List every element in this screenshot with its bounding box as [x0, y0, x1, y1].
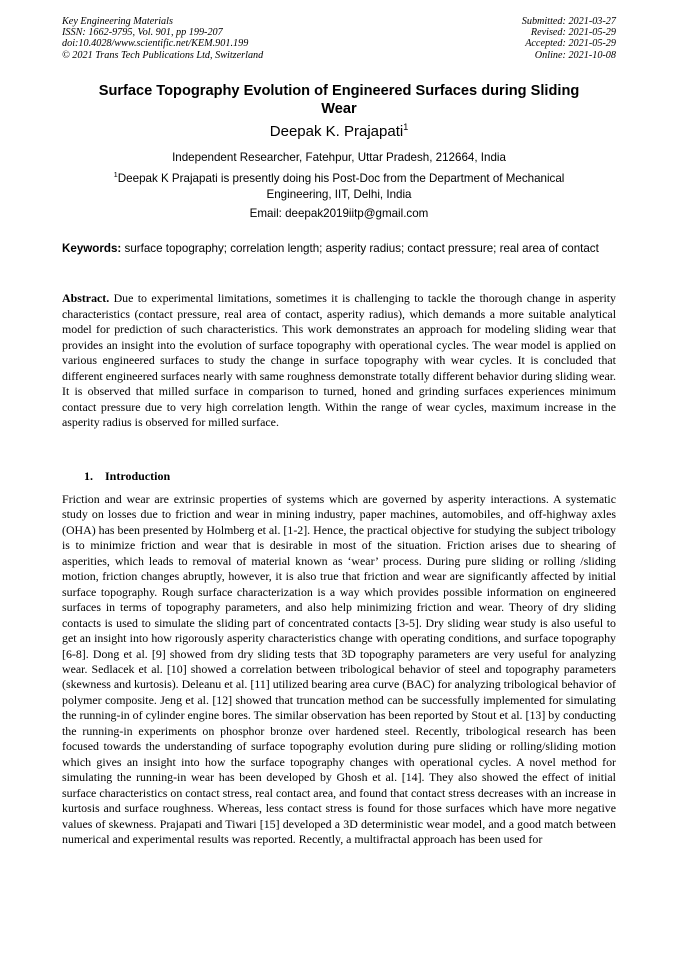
- journal-issn: ISSN: 1662-9795, Vol. 901, pp 199-207: [62, 27, 223, 39]
- publication-dates: [522, 16, 616, 61]
- author-name: Deepak K. Prajapati: [269, 123, 404, 140]
- introduction-paragraph: Friction and wear are extrinsic properties of systems which are governed by asperity interactions. A systematic study on losses due to friction and wear in mining industry, paper machines, automobiles, and off-highway axles (OHA) has been presented by Holmberg et al. [1-2]. Hence, the practical objective for studying the subject tribology is to minimize friction and wear that is desirable in most of the situation. Friction arises due to shearing of asperities, which leads to removal of material known as ‘wear’ process. During pure sliding or rolling /sliding motion, friction changes abruptly, however, it is also true that friction and wear are significantly affected by initial surface topography. Rough surface characterization is a way which provides possible information on engineered surfaces in terms of topography parameters, and also help minimizing friction and wear. Theory of dry sliding contacts is used to simulate the sliding part of concentrated contacts [3-5]. Dry sliding wear study is also useful to get an insight into how rigorously asperity characteristics change with operating conditions, and surface topography [6-8]. Dong et al. [9] showed from dry sliding tests that 3D topography parameters are very useful for analyzing wear. Sedlacek et al. [10] showed a correlation between tribological behavior of steel and topography parameters (skewness and kurtosis). Deleanu et al. [11] utilized bearing area curve (BAC) for analyzing tribological behavior of polymer composite. Jeng et al. [12] showed that truncation method can be successfully implemented for simulating the running-in of cylinder engine bores. The similar observation has been reported by Stout et al. [13] by conducting the running-in experiments on phosphor bronze over hardened steel. Recently, tribological research has been focused towards the understanding of surface topography evolution during pure sliding or rolling/sliding motion which gives an insight into how the surface topography changes with operational cycles. A novel method for simulating the running-in wear has been developed by Ghosh et al. [14]. They also showed the effect of initial surface characteristics on contact stress, real contact area, and found that contact stress decreases with an increase in kurtosis and surface roughness. Whereas, less contact stress is found for those surfaces which have more negative values of skewness. Prajapati and Tiwari [15] developed a 3D deterministic wear model, and a good match between numerical and experimental results was reported. Recently, a multifractal approach has been used for: [62, 492, 616, 846]
- date-submitted: Submitted: 2021-03-27: [521, 16, 616, 27]
- keywords-text: surface topography; correlation length; asperity radius; contact pressure; real area of contact: [124, 242, 599, 255]
- date-revised: Revised: 2021-05-29: [530, 27, 616, 39]
- affiliation-note-line-1: Deepak K Prajapati is presently doing his Post-Doc from the Department of Mechanical: [117, 172, 565, 185]
- abstract: [62, 291, 616, 431]
- date-accepted: Accepted: 2021-05-29: [525, 38, 616, 50]
- date-online: Online: 2021-10-08: [534, 49, 616, 61]
- title-line-2: Wear: [321, 101, 357, 117]
- title-line-1: Surface Topography Evolution of Engineered Surfaces during Sliding: [98, 83, 580, 99]
- affiliation-note: [62, 171, 616, 202]
- journal-info: [62, 16, 263, 61]
- author-sup: 1: [403, 122, 409, 132]
- journal-name: Key Engineering Materials: [62, 16, 173, 27]
- author-email: Email: deepak2019iitp@gmail.com: [249, 207, 429, 220]
- keywords: [62, 241, 616, 256]
- affiliation-note-sup: 1: [113, 170, 118, 180]
- section-title: Introduction: [105, 469, 171, 483]
- abstract-label: Abstract.: [62, 291, 110, 305]
- paper-title: [62, 82, 616, 118]
- affiliation: Independent Researcher, Fatehpur, Uttar Pradesh, 212664, India: [172, 151, 506, 164]
- journal-copyright: © 2021 Trans Tech Publications Ltd, Switzerland: [62, 49, 264, 61]
- abstract-text: Due to experimental limitations, sometimes it is challenging to tackle the thorough change in asperity characteristics (contact pressure, real area of contact, asperity radius), which demands a more suitable analytical model for prediction of such characteristics. This work demonstrates an approach for modeling sliding wear that provides an insight into the evolution of surface topography with operational cycles. The wear model is applied on various engineered surfaces to study the change in surface topography with wear cycles. It is concluded that different engineered surfaces nearly with same roughness demonstrate totally different behavior during sliding wear. It is observed that milled surface in comparison to turned, honed and grinding surfaces experiences minimum contact pressure due to very high correlation length. Within the range of wear cycles, maximum increase in the asperity radius is observed for milled surface.: [62, 291, 616, 429]
- section-number: 1.: [84, 469, 93, 483]
- keywords-label: Keywords:: [62, 242, 122, 255]
- affiliation-note-line-2: Engineering, IIT, Delhi, India: [266, 187, 412, 201]
- section-heading: [84, 469, 170, 484]
- journal-doi: doi:10.4028/www.scientific.net/KEM.901.199: [62, 38, 249, 50]
- author-line: [62, 123, 616, 141]
- introduction-body: [62, 492, 616, 847]
